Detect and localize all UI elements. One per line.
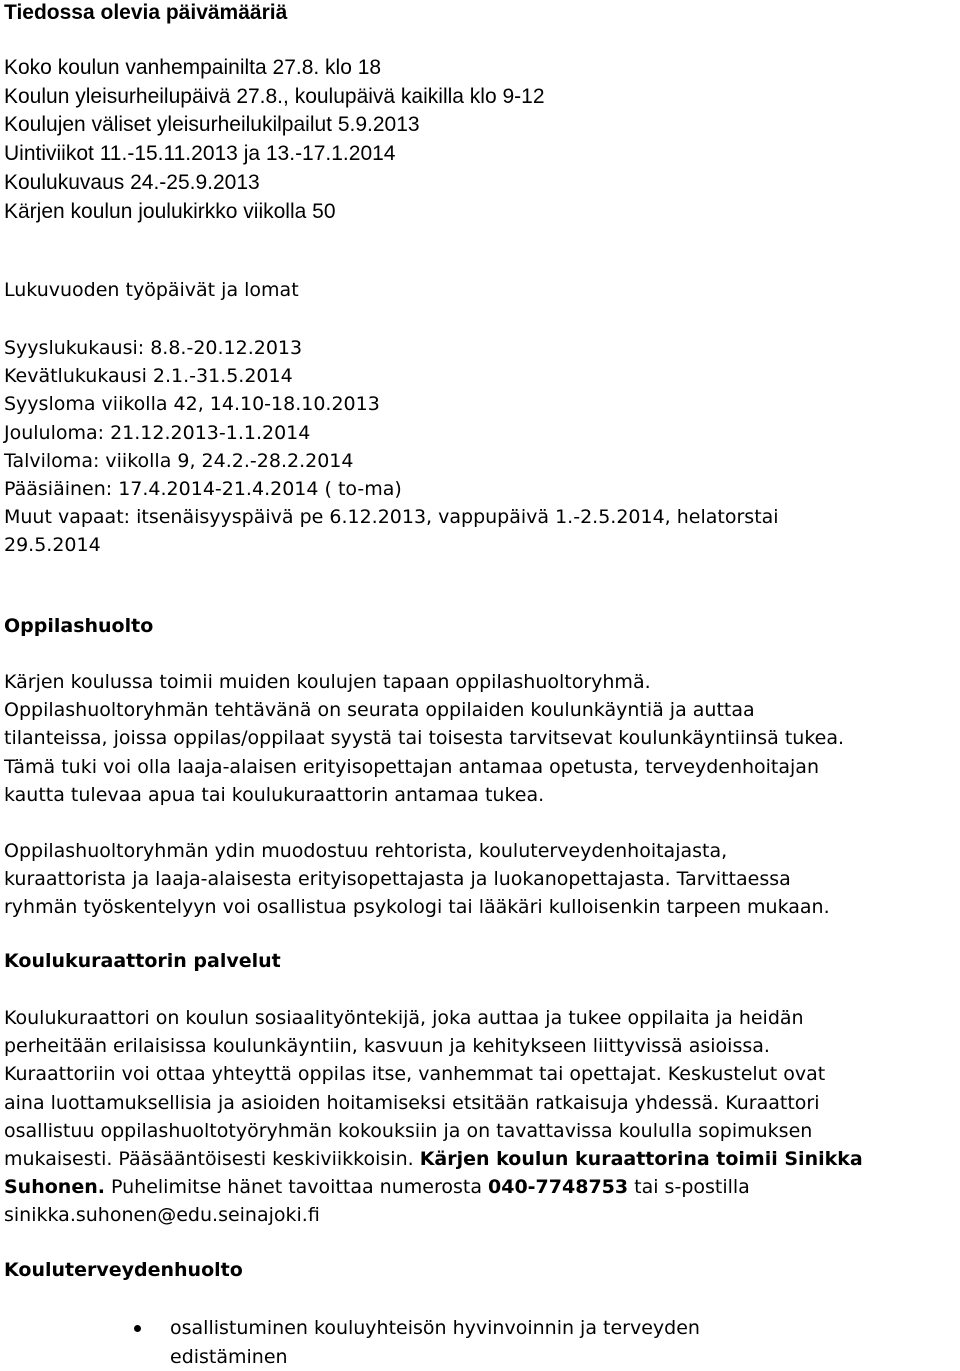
schedule-item: Joululoma: 21.12.2013-1.1.2014 (4, 419, 779, 447)
text-run: Puhelimitse hänet tavoittaa numerosta (105, 1176, 488, 1198)
paragraph-line: kuraattorista ja laaja-alaisesta erityisopettajasta ja luokanopettajasta. Tarvittaessa (4, 865, 830, 893)
schedule-item: Muut vapaat: itsenäisyyspäivä pe 6.12.2013, vappupäivä 1.-2.5.2014, helatorstai (4, 503, 779, 531)
schedule-item: Talviloma: viikolla 9, 24.2.-28.2.2014 (4, 447, 779, 475)
bullet-icon (134, 1325, 141, 1332)
events-heading: Tiedossa olevia päivämääriä (4, 0, 287, 26)
paragraph-line: osallistuu oppilashuoltotyöryhmän kokouksiin ja on tavattavissa koululla sopimuksen (4, 1117, 863, 1145)
paragraph-line: aina luottamuksellisia ja asioiden hoitamiseksi etsitään ratkaisuja yhdessä. Kuraattori (4, 1089, 863, 1117)
kuraattori-surname-bold: Suhonen. (4, 1176, 105, 1198)
kuraattori-paragraph (4, 1004, 863, 1230)
schedule-item: Kevätlukukausi 2.1.-31.5.2014 (4, 362, 779, 390)
schedule-item: Pääsiäinen: 17.4.2014-21.4.2014 ( to-ma) (4, 475, 779, 503)
text-run: mukaisesti. Pääsääntöisesti keskiviikkoisin. (4, 1148, 420, 1170)
event-item: Koulun yleisurheilupäivä 27.8., koulupäivä kaikilla klo 9-12 (4, 83, 545, 112)
list-item (170, 1314, 700, 1371)
paragraph-line (4, 1173, 863, 1201)
paragraph-line: Kuraattoriin voi ottaa yhteyttä oppilas itse, vanhemmat tai opettajat. Keskustelut ovat (4, 1060, 863, 1088)
schedule-heading: Lukuvuoden työpäivät ja lomat (4, 276, 299, 304)
paragraph-line: Kärjen koulussa toimii muiden koulujen tapaan oppilashuoltoryhmä. (4, 668, 844, 696)
list-item-line: edistäminen (170, 1343, 700, 1371)
event-item: Koulukuvaus 24.-25.9.2013 (4, 169, 545, 198)
event-item: Uintiviikot 11.-15.11.2013 ja 13.-17.1.2014 (4, 140, 545, 169)
paragraph-line: kautta tulevaa apua tai koulukuraattorin antamaa tukea. (4, 781, 844, 809)
event-item: Kärjen koulun joulukirkko viikolla 50 (4, 198, 545, 227)
paragraph-line: perheitään erilaisissa koulunkäyntiin, kasvuun ja kehitykseen liittyvissä asioissa. (4, 1032, 863, 1060)
list-item-line: osallistuminen kouluyhteisön hyvinvoinnin ja terveyden (170, 1314, 700, 1343)
schedule-item: Syyslukukausi: 8.8.-20.12.2013 (4, 334, 779, 362)
oppilashuolto-paragraph-2 (4, 837, 830, 922)
paragraph-line: Tämä tuki voi olla laaja-alaisen erityisopettajan antamaa opetusta, terveydenhoitajan (4, 753, 844, 781)
events-list (4, 54, 545, 226)
paragraph-line: ryhmän työskentelyyn voi osallistua psykologi tai lääkäri kulloisenkin tarpeen mukaan. (4, 893, 830, 921)
schedule-item: 29.5.2014 (4, 531, 779, 559)
paragraph-line (4, 1145, 863, 1173)
event-item: Koko koulun vanhempainilta 27.8. klo 18 (4, 54, 545, 83)
schedule-item: Syysloma viikolla 42, 14.10-18.10.2013 (4, 390, 779, 418)
event-item: Koulujen väliset yleisurheilukilpailut 5.9.2013 (4, 111, 545, 140)
paragraph-line: Koulukuraattori on koulun sosiaalityöntekijä, joka auttaa ja tukee oppilaita ja heidän (4, 1004, 863, 1032)
oppilashuolto-heading: Oppilashuolto (4, 612, 153, 640)
kuraattori-heading: Koulukuraattorin palvelut (4, 947, 281, 975)
text-run: tai s-postilla (628, 1176, 750, 1198)
email-address: sinikka.suhonen@edu.seinajoki.fi (4, 1201, 863, 1229)
schedule-list (4, 334, 779, 560)
phone-number: 040-7748753 (488, 1176, 628, 1198)
paragraph-line: tilanteissa, joissa oppilas/oppilaat syystä tai toisesta tarvitsevat koulunkäyntiinsä tukea. (4, 724, 844, 752)
kuraattori-name-bold: Kärjen koulun kuraattorina toimii Sinikka (420, 1148, 863, 1170)
paragraph-line: Oppilashuoltoryhmän ydin muodostuu rehtorista, kouluterveydenhoitajasta, (4, 837, 830, 865)
paragraph-line: Oppilashuoltoryhmän tehtävänä on seurata oppilaiden koulunkäyntiä ja auttaa (4, 696, 844, 724)
terveydenhuolto-heading: Kouluterveydenhuolto (4, 1256, 243, 1284)
oppilashuolto-paragraph-1 (4, 668, 844, 809)
